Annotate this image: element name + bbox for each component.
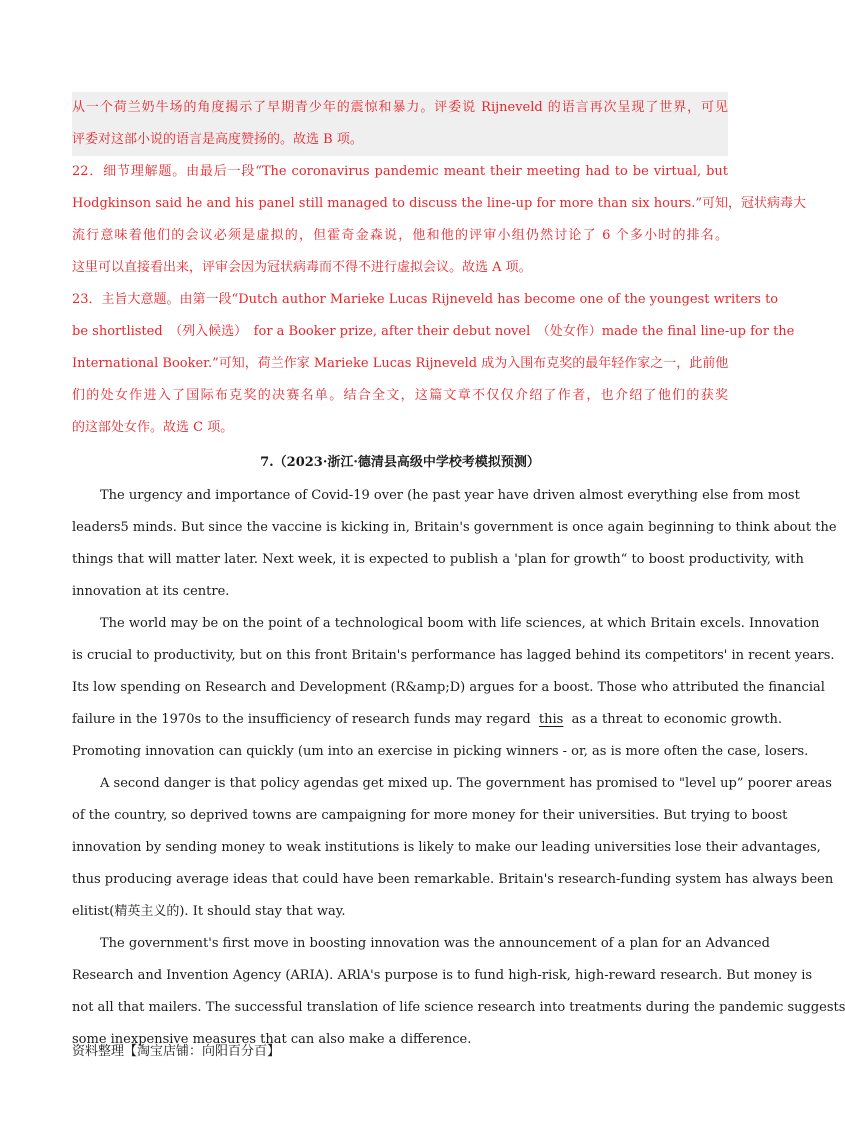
passage-paragraph-1 <box>72 480 837 608</box>
text-line: The government's first move in boosting innovation was the announcement of a plan for an Advanced <box>100 936 770 951</box>
answer-q22 <box>72 156 807 284</box>
text-line: 们的处女作进入了国际布克奖的决赛名单。结合全文，这篇文章不仅仅介绍了作者，也介绍了他们的获奖 <box>72 388 728 403</box>
text-line: is crucial to productivity, but on this front Britain's performance has lagged behind its competitors' in recent years. <box>72 648 835 663</box>
text-line: The world may be on the point of a technological boom with life sciences, at which Britain excels. Innovation <box>100 616 820 631</box>
text-line: A second danger is that policy agendas get mixed up. The government has promised to "level up” poorer areas <box>100 776 832 791</box>
text-line: of the country, so deprived towns are campaigning for more money for their universities. But trying to boost <box>72 808 788 823</box>
text-line: 流行意味着他们的会议必须是虚拟的，但霍奇金森说，他和他的评审小组仍然讨论了 6 个多小时的排名。 <box>72 228 728 243</box>
text-line: not all that mailers. The successful translation of life science research into treatments during the pandemic suggests <box>72 1000 845 1015</box>
question-heading: 7.（2023·浙江·德清县高级中学校考模拟预测） <box>260 455 540 470</box>
text-line: things that will matter later. Next week, it is expected to publish a 'plan for growth“ to boost productivity, with <box>72 552 804 567</box>
passage-paragraph-2 <box>72 608 835 768</box>
reading-passage <box>72 480 845 1056</box>
text-line: Research and Invention Agency (ARIA). ARlA's purpose is to fund high-risk, high-reward research. But money is <box>72 968 813 983</box>
text-line: be shortlisted （列入候选） for a Booker prize, after their debut novel （处女作）made the final line-up for the <box>72 324 795 339</box>
text-line: innovation by sending money to weak institutions is likely to make our leading universities lose their advantages, <box>72 840 821 855</box>
underlined-word-this: this <box>538 712 564 727</box>
text-segment: as a threat to economic growth. <box>571 712 782 727</box>
text-line: elitist(精英主义的). It should stay that way. <box>72 904 346 919</box>
text-line: 评委对这部小说的语言是高度赞扬的。故选 B 项。 <box>72 132 363 147</box>
text-line: 22．细节理解题。由最后一段“The coronavirus pandemic meant their meeting had to be virtual, but <box>72 164 728 179</box>
text-line: Promoting innovation can quickly (um into an exercise in picking winners - or, as is more often the case, losers. <box>72 744 809 759</box>
text-line-with-underline <box>72 704 782 736</box>
passage-paragraph-4 <box>72 928 845 1056</box>
text-line: innovation at its centre. <box>72 584 230 599</box>
text-segment: failure in the 1970s to the insufficiency of research funds may regard <box>72 712 531 727</box>
text-line: Its low spending on Research and Development (R&amp;D) argues for a boost. Those who attributed the financial <box>72 680 825 695</box>
document-page <box>72 92 845 1056</box>
text-line: Hodgkinson said he and his panel still managed to discuss the line-up for more than six hours.”可知，冠状病毒大 <box>72 196 807 211</box>
passage-paragraph-3 <box>72 768 834 928</box>
text-line: 23．主旨大意题。由第一段“Dutch author Marieke Lucas Rijneveld has become one of the youngest writers to <box>72 292 779 307</box>
text-line: leaders5 minds. But since the vaccine is kicking in, Britain's government is once again beginning to think about the <box>72 520 837 535</box>
text-line: 从一个荷兰奶牛场的角度揭示了早期青少年的震惊和暴力。评委说 Rijneveld 的语言再次呈现了世界，可见 <box>72 100 728 115</box>
text-line: International Booker.”可知，荷兰作家 Marieke Lucas Rijneveld 成为入围布克奖的最年轻作家之一，此前他 <box>72 356 729 371</box>
answer-q23 <box>72 284 795 444</box>
page-footer: 资料整理【淘宝店铺：向阳百分百】 <box>72 1044 281 1059</box>
answer-explanations <box>72 92 807 444</box>
text-line: 的这部处女作。故选 C 项。 <box>72 420 234 435</box>
text-line: The urgency and importance of Covid-19 over (he past year have driven almost everything else from most <box>100 488 800 503</box>
text-line: thus producing average ideas that could have been remarkable. Britain's research-funding system has always been <box>72 872 834 887</box>
text-line: some inexpensive measures that can also make a difference. <box>72 1032 472 1047</box>
answer-q21-tail <box>72 92 728 156</box>
text-line: 这里可以直接看出来，评审会因为冠状病毒而不得不进行虚拟会议。故选 A 项。 <box>72 260 532 275</box>
